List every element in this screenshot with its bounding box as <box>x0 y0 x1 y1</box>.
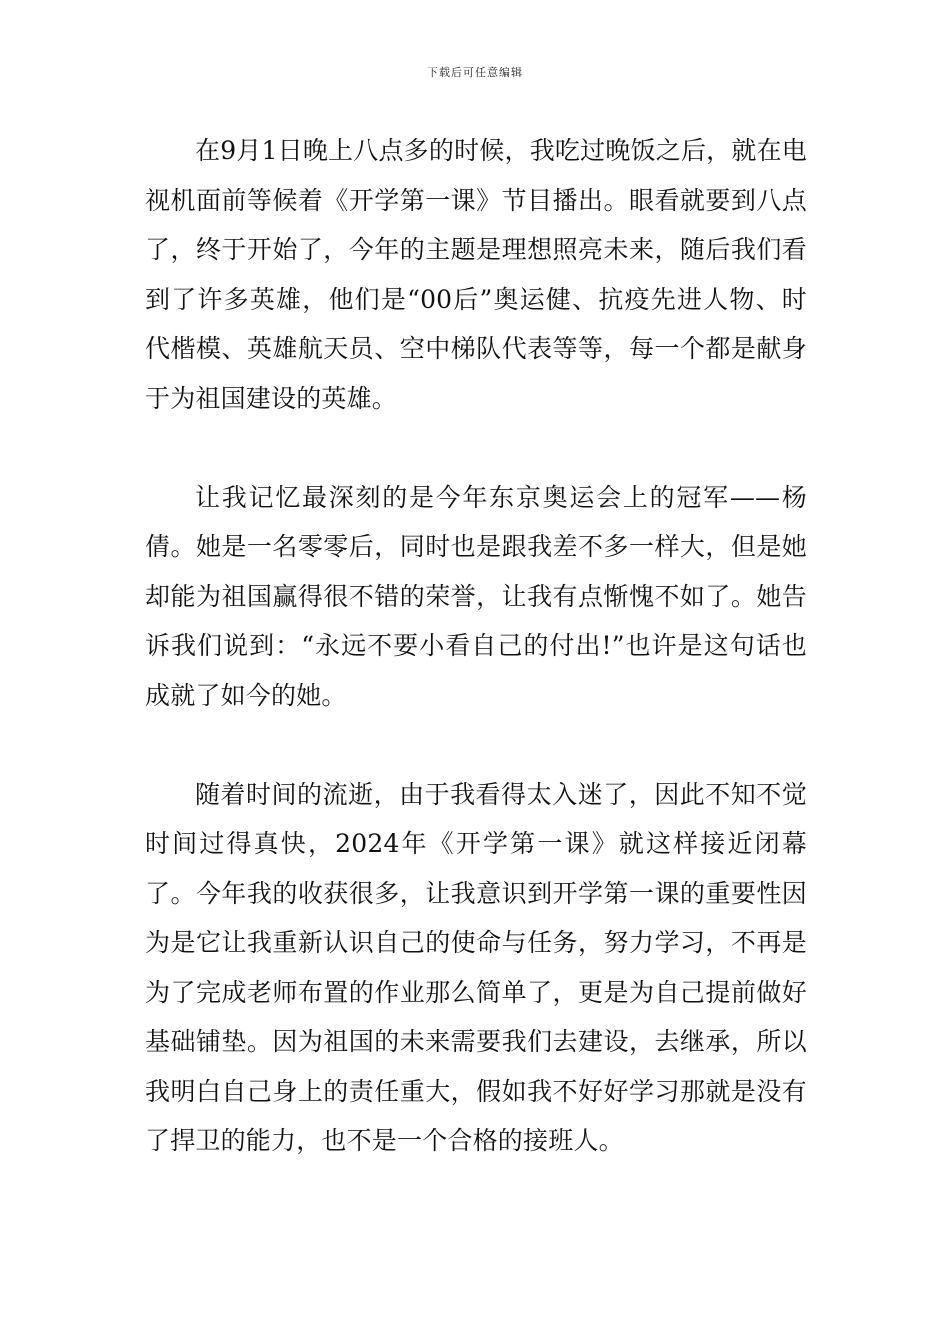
header-note: 下载后可任意编辑 <box>427 66 523 79</box>
paragraph-1: 在9月1日晚上八点多的时候，我吃过晚饭之后，就在电视机面前等候着《开学第一课》节目播出。眼看就要到八点了，终于开始了，今年的主题是理想照亮未来，随后我们看到了许多英雄，他们是“00后”奥运健、抗疫先进人物、时代楷模、英雄航天员、空中梯队代表等等，每一个都是献身于为祖国建设的英雄。 <box>145 136 807 413</box>
paragraph-2: 让我记忆最深刻的是今年东京奥运会上的冠军——杨倩。她是一名零零后，同时也是跟我差不多一样大，但是她却能为祖国赢得很不错的荣誉，让我有点惭愧不如了。她告诉我们说到：“永远不要小看自己的付出!”也许是这句话也成就了如今的她。 <box>145 482 807 710</box>
paragraph-3: 随着时间的流逝，由于我看得太入迷了，因此不知不觉时间过得真快，2024年《开学第一课》就这样接近闭幕了。今年我的收获很多，让我意识到开学第一课的重要性因为是它让我重新认识自己的使命与任务，努力学习，不再是为了完成老师布置的作业那么简单了，更是为自己提前做好基础铺垫。因为祖国的未来需要我们去建设，去继承，所以我明白自己身上的责任重大，假如我不好好学习那就是没有了捍卫的能力，也不是一个合格的接班人。 <box>145 779 807 1155</box>
document-body <box>145 126 807 1166</box>
